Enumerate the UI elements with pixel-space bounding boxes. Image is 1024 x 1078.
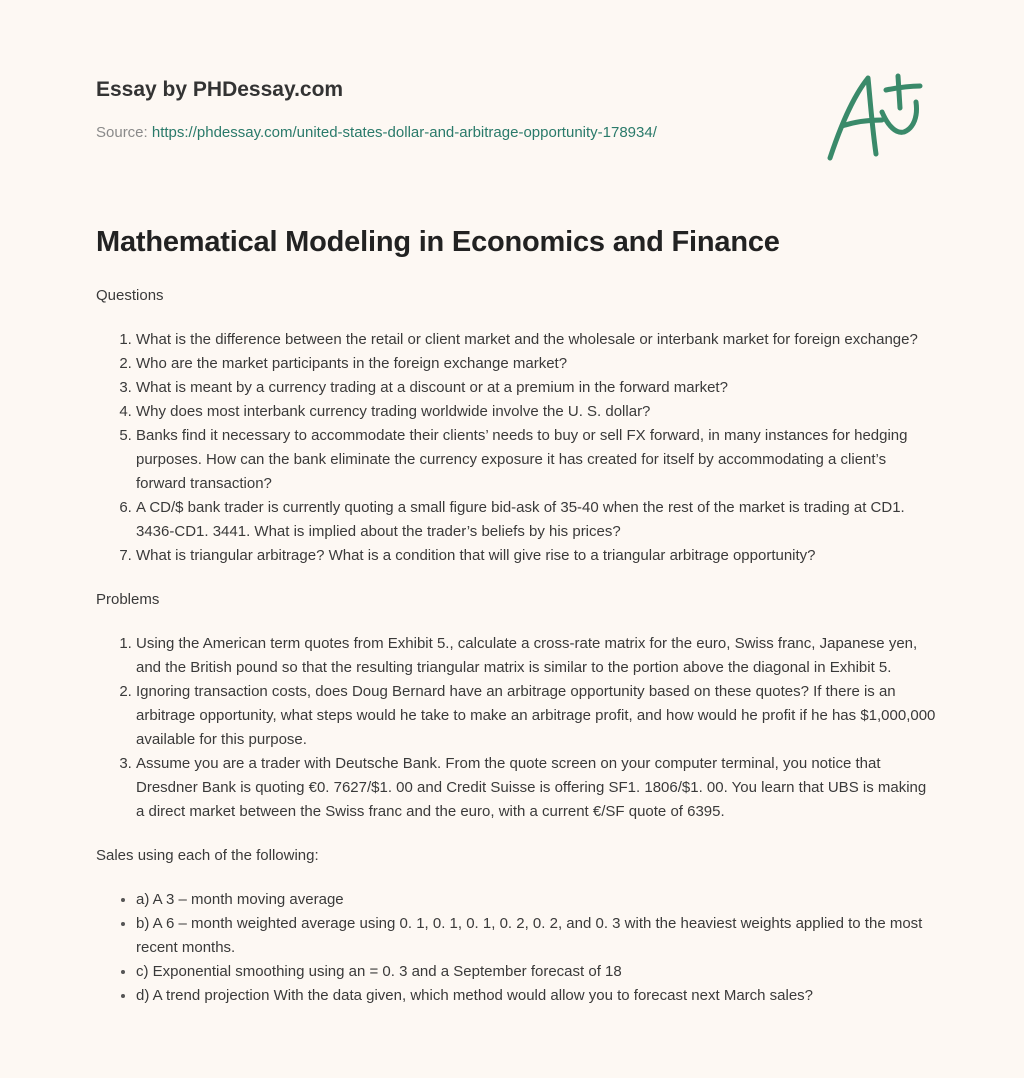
list-item: 3. What is meant by a currency trading at a discount or at a premium in the forward market? <box>136 376 936 400</box>
essay-content <box>96 284 936 1008</box>
list-item: • b) A 6 – month weighted average using 0. 1, 0. 1, 0. 1, 0. 2, 0. 2, and 0. 3 with the heaviest weights applied to the most recent months. <box>136 912 936 960</box>
brand-title: Essay by PHDessay.com <box>96 78 344 101</box>
a-plus-logo-icon <box>824 68 928 164</box>
sales-label: Sales using each of the following: <box>96 847 319 864</box>
list-item: 7. What is triangular arbitrage? What is a condition that will give rise to a triangular arbitrage opportunity? <box>136 544 936 568</box>
list-item: • c) Exponential smoothing using an = 0. 3 and a September forecast of 18 <box>136 960 936 984</box>
list-item: 6. A CD/$ bank trader is currently quoting a small figure bid-ask of 35-40 when the rest of the market is trading at CD1. 3436-CD1. 3441. What is implied about the trader’s beliefs by his prices? <box>136 496 936 544</box>
list-item: 3. Assume you are a trader with Deutsche Bank. From the quote screen on your computer terminal, you notice that Dresdner Bank is quoting €0. 7627/$1. 00 and Credit Suisse is offering SF1. 1806/$1. 00. You learn that UBS is making a direct market between the Swiss franc and the euro, with a current €/SF quote of 6395. <box>136 752 936 824</box>
list-item: 1. What is the difference between the retail or client market and the wholesale or interbank market for foreign exchange? <box>136 328 936 352</box>
page-title: Mathematical Modeling in Economics and Finance <box>96 226 780 258</box>
questions-list <box>96 328 936 568</box>
source-link[interactable]: https://phdessay.com/united-states-dollar-and-arbitrage-opportunity-178934/ <box>151 124 657 141</box>
questions-label: Questions <box>96 287 164 304</box>
source-line <box>96 124 657 141</box>
list-item: 2. Who are the market participants in the foreign exchange market? <box>136 352 936 376</box>
list-item: • d) A trend projection With the data given, which method would allow you to forecast next March sales? <box>136 984 936 1008</box>
list-item: 1. Using the American term quotes from Exhibit 5., calculate a cross-rate matrix for the euro, Swiss franc, Japanese yen, and the British pound so that the resulting triangular matrix is similar to the portion above the diagonal in Exhibit 5. <box>136 632 936 680</box>
problems-label: Problems <box>96 591 160 608</box>
list-item: 2. Ignoring transaction costs, does Doug Bernard have an arbitrage opportunity based on these quotes? If there is an arbitrage opportunity, what steps would he take to make an arbitrage profit, and how would he profit if he has $1,000,000 available for this purpose. <box>136 680 936 752</box>
list-item: 5. Banks find it necessary to accommodate their clients’ needs to buy or sell FX forward, in many instances for hedging purposes. How can the bank eliminate the currency exposure it has created for itself by accommodating a client’s forward transaction? <box>136 424 936 496</box>
list-item: • a) A 3 – month moving average <box>136 888 936 912</box>
sales-list <box>96 888 936 1008</box>
problems-list <box>96 632 936 824</box>
source-label: Source: <box>96 124 152 141</box>
list-item: 4. Why does most interbank currency trading worldwide involve the U. S. dollar? <box>136 400 936 424</box>
